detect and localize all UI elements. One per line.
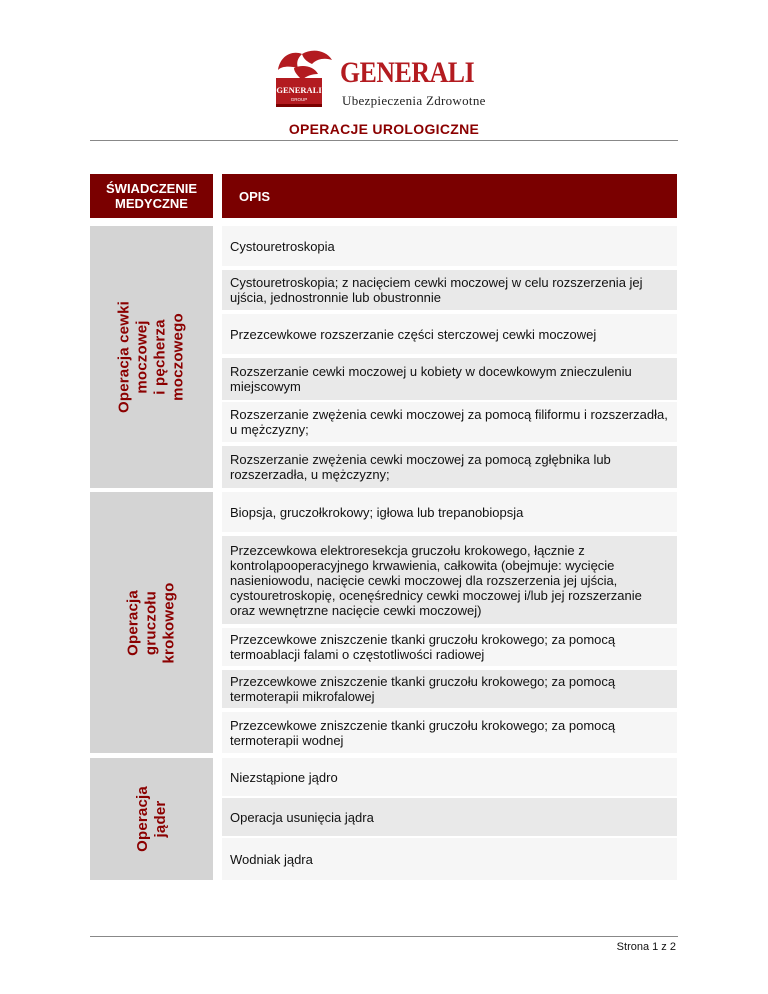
logo-subtitle: Ubezpieczenia Zdrowotne (342, 93, 486, 108)
table-row: Przezcewkowe zniszczenie tkanki gruczołu krokowego; za pomocą termoterapii wodnej (222, 712, 677, 753)
table-row: Wodniak jądra (222, 838, 677, 880)
table-row: Rozszerzanie zwężenia cewki moczowej za pomocą zgłębnika lub rozszerzadła, u mężczyzny; (222, 446, 677, 488)
table-row: Przezcewkowe rozszerzanie części sterczowej cewki moczowej (222, 314, 677, 354)
table-row: Biopsja, gruczołkrokowy; igłowa lub trepanobiopsja (222, 492, 677, 532)
group-label-prostate (90, 492, 213, 753)
table-row: Cystouretroskopia; z nacięciem cewki moczowej w celu rozszerzenia jej ujścia, jednostronnie lub obustronnie (222, 270, 677, 310)
title-divider (90, 140, 678, 141)
table-row: Rozszerzanie cewki moczowej u kobiety w docewkowym znieczuleniu miejscowym (222, 358, 677, 400)
generali-logo (272, 46, 492, 116)
table-header-description: OPIS (222, 174, 677, 218)
table-row: Przezcewkowe zniszczenie tkanki gruczołu krokowego; za pomocą termoterapii mikrofalowej (222, 670, 677, 708)
group-label-text: Operacja gruczołu krokowego (124, 582, 178, 663)
logo-mark-text: GENERALI (276, 85, 322, 95)
table-row: Przezcewkowe zniszczenie tkanki gruczołu krokowego; za pomocą termoablacji falami o częstotliwości radiowej (222, 628, 677, 666)
group-label-urethra-bladder (90, 226, 213, 488)
table-row: Cystouretroskopia (222, 226, 677, 266)
table-row: Niezstąpione jądro (222, 758, 677, 796)
table-header-service: ŚWIADCZENIE MEDYCZNE (90, 174, 213, 218)
group-label-text: Operacja jąder (133, 786, 169, 852)
group-label-testes (90, 758, 213, 880)
table-row: Przezcewkowa elektroresekcja gruczołu krokowego, łącznie z kontroląpooperacyjnego krwawienia, całkowita (obejmuje: wycięcie nasieniowodu, nacięcie cewki moczowej dla rozszerzenia jej ujścia, cystouretroskopię, ocenęśrednicy cewki moczowej i/lub jej rozszerzanie oraz wewnętrzne nacięcie cewki moczowej) (222, 536, 677, 624)
page-number: Strona 1 z 2 (616, 941, 676, 953)
page-title: OPERACJE UROLOGICZNE (288, 121, 480, 137)
logo-mark-subtext: GROUP (290, 97, 308, 102)
table-row: Operacja usunięcia jądra (222, 798, 677, 836)
generali-lion-logo-icon (272, 46, 336, 108)
footer-divider (90, 936, 678, 937)
table-row: Rozszerzanie zwężenia cewki moczowej za pomocą filiformu i rozszerzadła, u mężczyzny; (222, 402, 677, 442)
group-label-text: Operacja cewki moczowej i pęcherza moczowego (115, 300, 187, 414)
logo-brand-name: GENERALI (340, 56, 475, 89)
